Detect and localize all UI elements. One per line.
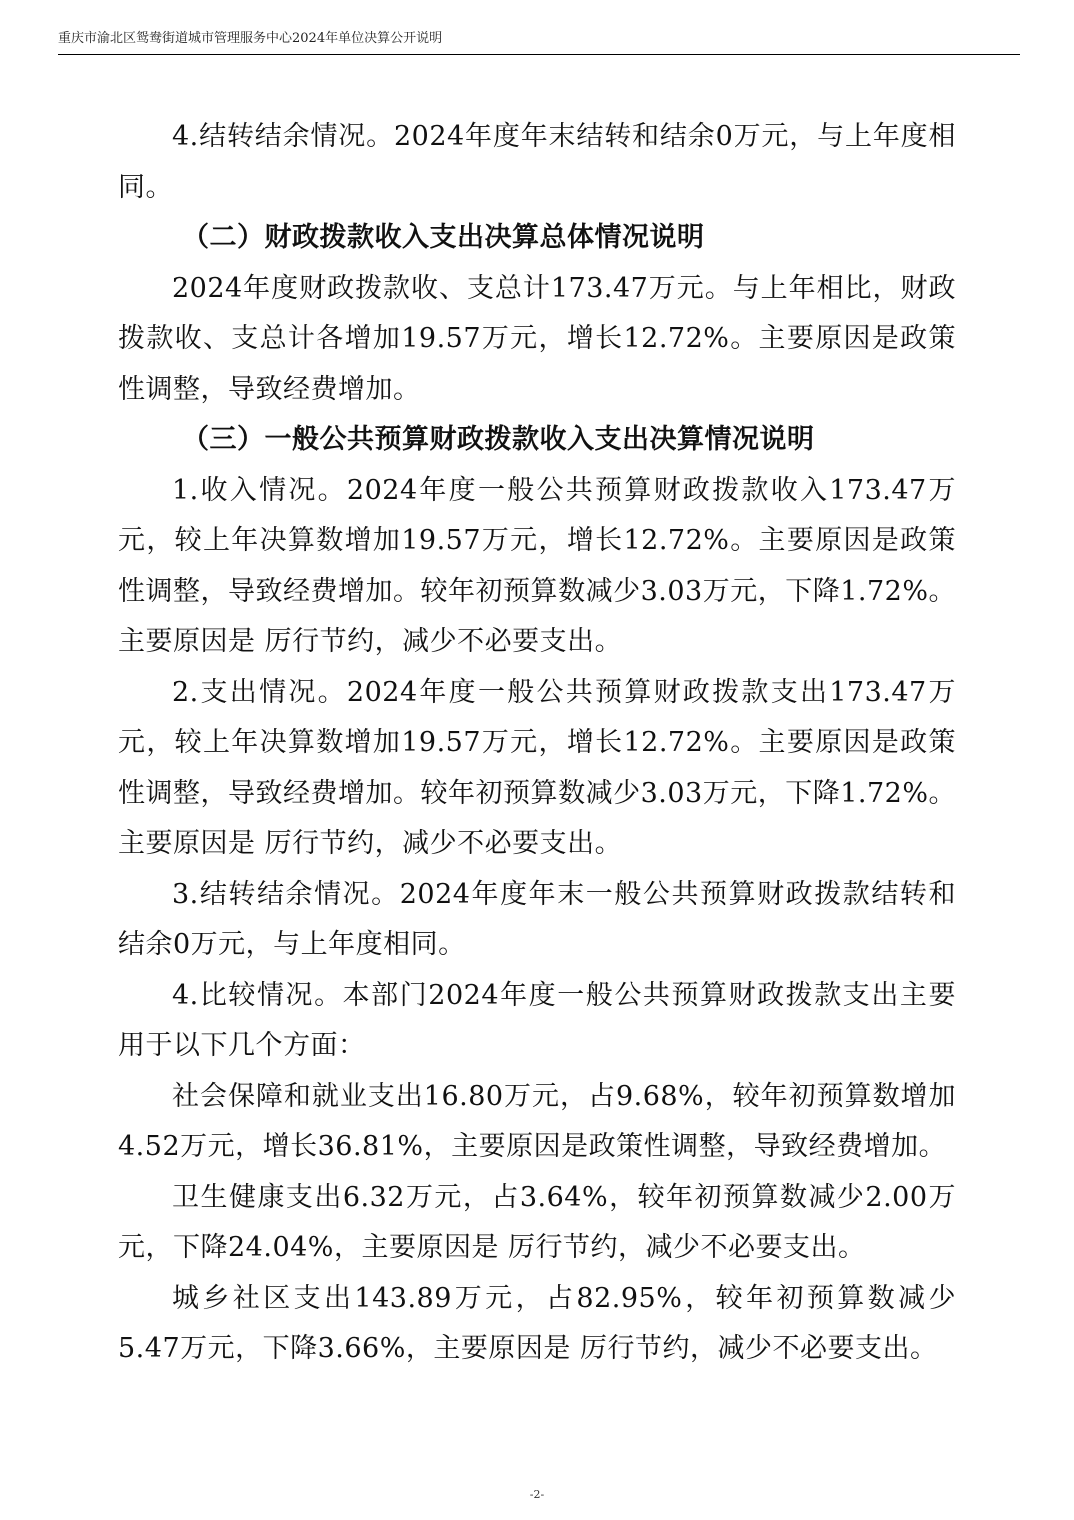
paragraph-fiscal-total: 2024年度财政拨款收、支总计173.47万元。与上年相比，财政拨款收、支总计各增加19.57万元，增长12.72%。主要原因是政策性调整，导致经费增加。 bbox=[118, 272, 956, 405]
section-heading-fiscal-overview: （二）财政拨款收入支出决算总体情况说明 bbox=[182, 222, 705, 253]
paragraph-expenditure: 2.支出情况。2024年度一般公共预算财政拨款支出173.47万元，较上年决算数增加19.57万元，增长12.72%。主要原因是政策性调整，导致经费增加。较年初预算数减少3.03万元，下降1.72%。主要原因是 厉行节约，减少不必要支出。 bbox=[118, 676, 956, 859]
paragraph-comparison: 4.比较情况。本部门2024年度一般公共预算财政拨款支出主要用于以下几个方面： bbox=[118, 979, 956, 1061]
paragraph-general-carryover: 3.结转结余情况。2024年度年末一般公共预算财政拨款结转和结余0万元，与上年度相同。 bbox=[118, 878, 956, 960]
paragraph-health: 卫生健康支出6.32万元，占3.64%，较年初预算数减少2.00万元，下降24.04%，主要原因是 厉行节约，减少不必要支出。 bbox=[118, 1181, 956, 1263]
paragraph-urban-community: 城乡社区支出143.89万元，占82.95%，较年初预算数减少5.47万元，下降3.66%，主要原因是 厉行节约，减少不必要支出。 bbox=[118, 1282, 956, 1364]
paragraph-carryover-balance: 4.结转结余情况。2024年度年末结转和结余0万元，与上年度相同。 bbox=[118, 121, 956, 203]
document-body bbox=[118, 112, 956, 1375]
page-number: -2- bbox=[529, 1488, 545, 1501]
paragraph-income: 1.收入情况。2024年度一般公共预算财政拨款收入173.47万元，较上年决算数增加19.57万元，增长12.72%。主要原因是政策性调整，导致经费增加。较年初预算数减少3.03万元，下降1.72%。主要原因是 厉行节约，减少不必要支出。 bbox=[118, 474, 956, 657]
section-heading-general-budget: （三）一般公共预算财政拨款收入支出决算情况说明 bbox=[182, 424, 815, 455]
page-header: 重庆市渝北区鸳鸯街道城市管理服务中心2024年单位决算公开说明 bbox=[58, 30, 1020, 55]
paragraph-social-security: 社会保障和就业支出16.80万元，占9.68%，较年初预算数增加4.52万元，增长36.81%，主要原因是政策性调整，导致经费增加。 bbox=[118, 1080, 956, 1162]
